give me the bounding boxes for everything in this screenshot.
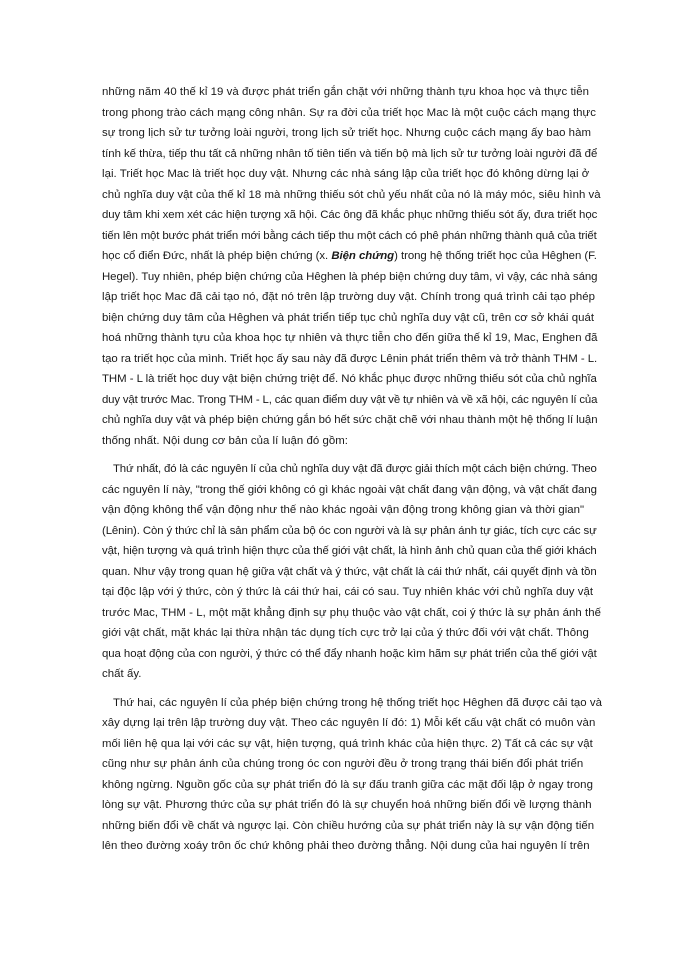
text-line: Thứ nhất, đó là các nguyên lí của chủ nghĩa duy vật đã được giải thích một cách biện chứng. Theo xyxy=(113,463,597,475)
text-line: qua hoạt động của con người, ý thức có thể đẩy nhanh hoặc kìm hãm sự phát triển của thế giới vật xyxy=(102,647,597,660)
text-line: hoá những thành tựu của khoa học tự nhiên và thực tiễn cho đến giữa thế kỉ 19, Mac, Enghen đã xyxy=(102,332,598,344)
text-line: chủ nghĩa duy vật của thế kỉ 18 mà những thiếu sót chủ yếu nhất của nó là máy móc, siêu hình và xyxy=(102,188,601,201)
text-line: tính kế thừa, tiếp thu tất cả những nhân tố tiên tiến và tiến bộ mà lịch sử tư tưởng loài người đã để xyxy=(102,147,598,160)
text-line: vật, hiện tượng và quá trình hiện thực của thế giới vật chất, là hình ảnh chủ quan của thế giới khách xyxy=(102,545,597,557)
text-line: duy tâm khi xem xét các hiện tượng xã hội. Các ông đã khắc phục những thiếu sót ấy, đưa triết học xyxy=(102,209,598,221)
text-line: xây dựng lại trên lập trường duy vật. Theo các nguyên lí đó: 1) Mỗi kết cấu vật chất có muôn vàn xyxy=(102,717,596,729)
text-line: chủ nghĩa duy vật và phép biện chứng gắn bó hết sức chặt chẽ với nhau thành một hệ thống lí luận xyxy=(102,414,598,426)
text-line: không ngừng. Nguồn gốc của sự phát triển đó là sự đấu tranh giữa các mặt đối lập ở ngay trong xyxy=(102,778,593,791)
text-line: thống nhất. Nội dung cơ bản của lí luận đó gồm: xyxy=(102,434,349,447)
text-line: mối liên hệ qua lại với các sự vật, hiện tượng, quá trình khác của hiện thực. 2) Tất cả các sự vật xyxy=(102,737,593,750)
text-line: trước Mac, THM - L, một mặt khẳng định sự phụ thuộc vào vật chất, coi ý thức là sự phản ánh thế xyxy=(102,606,601,619)
text-fragment: ) trong hệ thống triết học của Hêghen (F. xyxy=(394,250,597,262)
text-line: tại độc lập với ý thức, còn ý thức là cái thứ hai, cái có sau. Tuy nhiên khác với chủ nghĩa duy vật xyxy=(102,586,594,598)
text-line: lên theo đường xoáy trôn ốc chứ không phải theo đường thẳng. Nội dung của hai nguyên lí trên xyxy=(102,840,590,852)
document-page xyxy=(102,82,602,857)
text-line: (Lênin). Còn ý thức chỉ là sản phẩm của bộ óc con người và là sự phản ánh tự giác, tích cực các sự xyxy=(102,524,597,537)
text-line: các nguyên lí này, "trong thế giới không có gì khác ngoài vật chất đang vận động, và vật chất đang xyxy=(102,483,598,496)
text-fragment: học cổ điển Đức, nhất là phép biện chứng (x. xyxy=(102,250,332,262)
text-line: THM - L là triết học duy vật biện chứng triệt để. Nó khắc phục được những thiếu sót của chủ nghĩa xyxy=(102,373,597,385)
text-line: cũng như sự phản ánh của chúng trong óc con người đều ở trong trạng thái biến đổi phát triển xyxy=(102,758,584,770)
text-line: tiến lên một bước phát triển mới bằng cách tiếp thu một cách có phê phán những thành quả của triết xyxy=(102,229,597,242)
text-line: giới vật chất, mặt khác lại thừa nhận tác dụng tích cực trở lại của ý thức đối với vật chất. Thông xyxy=(102,627,589,639)
text-line: vận động không thể vận động như thế nào khác ngoài vận động trong không gian và thời gian" xyxy=(102,504,585,516)
text-line: duy vật trước Mac. Trong THM - L, các quan điểm duy vật về tự nhiên và về xã hội, các nguyên lí của xyxy=(102,393,598,406)
text-line: lập triết học Mac đã cải tạo nó, đặt nó trên lập trường duy vật. Chính trong quá trình cải tạo phép xyxy=(102,291,596,303)
text-line: chất ấy. xyxy=(102,668,142,680)
text-line: lòng sự vật. Phương thức của sự phát triển đó là sự chuyển hoá những biến đổi về lượng thành xyxy=(102,799,592,811)
text-line: biện chứng duy tâm của Hêghen và phát triển tiếp tục chủ nghĩa duy vật cũ, trên cơ sở khái quát xyxy=(102,311,595,324)
cross-reference: Biện chứng xyxy=(331,250,395,262)
text-line: quan. Như vậy trong quan hệ giữa vật chất và ý thức, vật chất là cái thứ nhất, cái quyết định và tồn xyxy=(102,565,597,578)
paragraph-first-principle xyxy=(102,459,602,685)
text-line: tạo ra triết học của mình. Triết học ấy sau này đã được Lênin phát triển thêm và trở thành THM - L. xyxy=(102,352,598,365)
text-line: Thứ hai, các nguyên lí của phép biện chứng trong hệ thống triết học Hêghen đã được cải tạo và xyxy=(113,696,603,709)
text-line: những năm 40 thế kỉ 19 và được phát triển gắn chặt với những thành tựu khoa học và thực tiễn xyxy=(102,86,590,98)
text-line: những biến đổi về chất và ngược lại. Còn chiều hướng của sự phát triển này là sự vận động tiến xyxy=(102,819,595,832)
text-line: Hegel). Tuy nhiên, phép biện chứng của Hêghen là phép biện chứng duy tâm, vì vậy, các nhà sáng xyxy=(102,270,598,283)
text-line xyxy=(102,246,602,267)
paragraph-intro xyxy=(102,82,602,451)
text-line: sự trong lịch sử tư tưởng loài người, trong lịch sử triết học. Nhưng cuộc cách mạng ấy bao hàm xyxy=(102,127,591,139)
text-line: lại. Triết học Mac là triết học duy vật. Nhưng các nhà sáng lập của triết học đó không dừng lại ở xyxy=(102,168,590,180)
paragraph-second-principle xyxy=(102,693,602,857)
text-line: trong phong trào cách mạng công nhân. Sự ra đời của triết học Mac là một cuộc cách mạng thực xyxy=(102,106,596,119)
